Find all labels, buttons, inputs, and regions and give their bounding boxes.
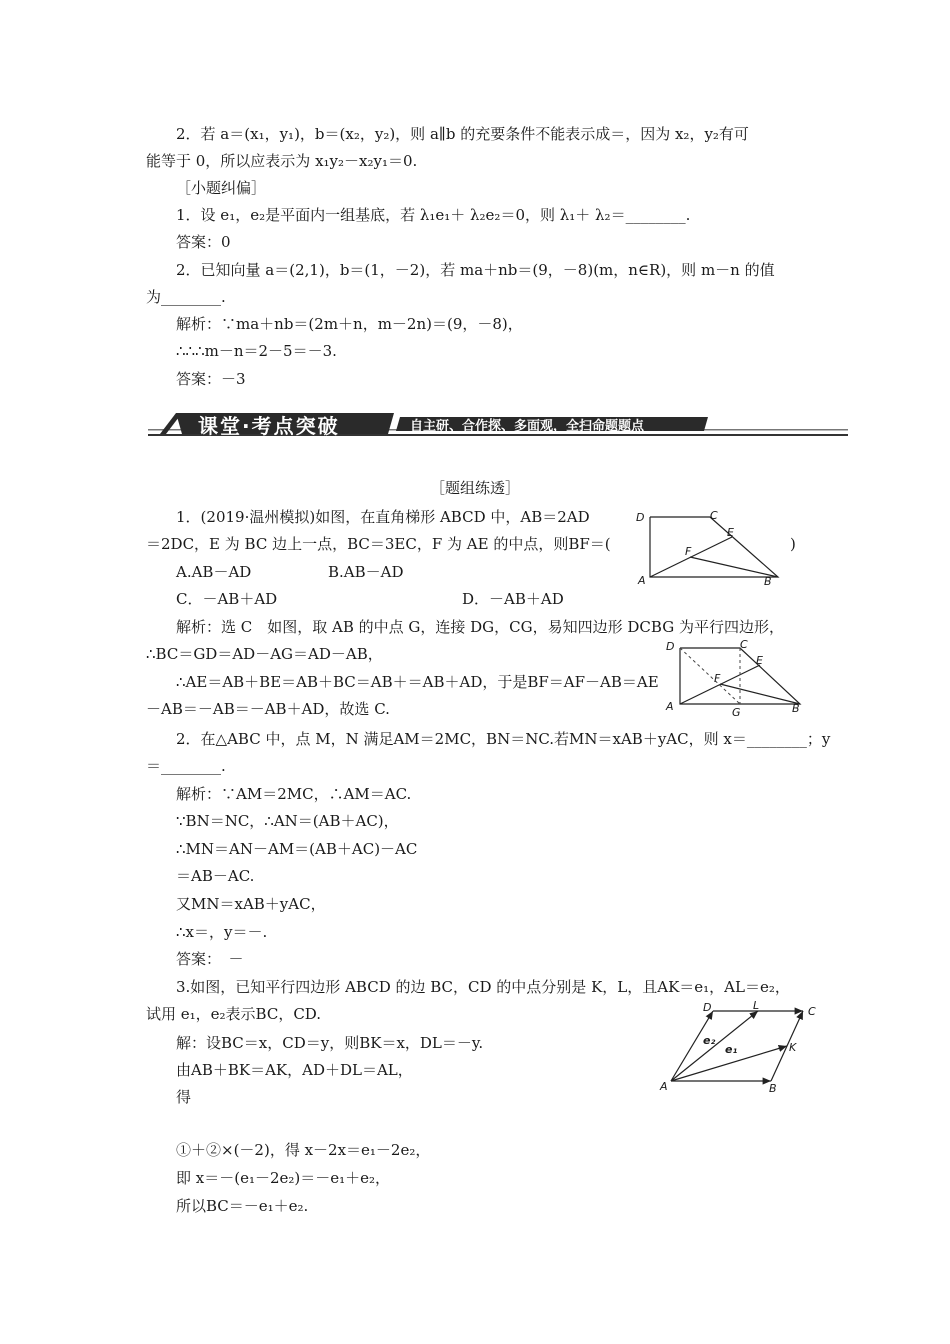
label-b: B [792, 702, 800, 715]
question-line: 1．(2019·温州模拟)如图，在直角梯形 ABCD 中，AB＝2AD [176, 508, 590, 526]
solution-line: 得 [176, 1088, 192, 1106]
solution-line: ∴AE＝AB＋BE＝AB＋BC＝AB＋＝AB＋AD，于是BF＝AF－AB＝AE [176, 673, 659, 691]
trapezoid-figure [630, 505, 780, 590]
label-d: D [703, 1001, 712, 1014]
text-line: 能等于 0，所以应表示为 x₁y₂－x₂y₁＝0. [146, 152, 418, 170]
question-line: 3.如图，已知平行四边形 ABCD 的边 BC，CD 的中点分别是 K，L，且AK＝e₁，AL＝e₂， [176, 978, 790, 996]
label-e: E [727, 526, 734, 539]
label-c: C [710, 509, 718, 522]
label-c: C [808, 1005, 816, 1018]
banner-title: 课堂·考点突破 [198, 414, 340, 438]
solution-line: 解析：选 C 如图，取 AB 的中点 G，连接 DG，CG，易知四边形 DCBG 为平行四边形， [176, 618, 784, 636]
solution-line: 即 x＝－(e₁－2e₂)＝－e₁＋e₂， [176, 1169, 391, 1187]
text-line: ＝________. [146, 757, 226, 775]
trapezoid-with-midpoint-figure [660, 636, 810, 720]
solution-line: ∴∴∴m－n＝2－5＝－3. [176, 342, 337, 360]
question-line: ＝2DC，E 为 BC 边上一点，BC＝3EC，F 为 AE 的中点，则BF＝( [146, 535, 611, 553]
label-l: L [753, 999, 760, 1012]
label-a: A [666, 700, 674, 713]
option-b: B.AB－AD [328, 563, 404, 581]
solution-line: ∴x＝，y＝－. [176, 923, 268, 941]
section-heading: ［题组练透］ [429, 479, 520, 497]
solution-line: 又MN＝xAB＋yAC， [176, 895, 326, 913]
label-e: E [756, 654, 763, 667]
label-a: A [638, 574, 646, 587]
label-f: F [685, 545, 692, 558]
solution-line: 解析：∵AM＝2MC，∴AM＝AC. [176, 785, 412, 803]
solution-line: 由AB＋BK＝AK，AD＋DL＝AL， [176, 1061, 413, 1079]
solution-line: ∴BC＝GD＝AD－AG＝AD－AB， [146, 645, 383, 663]
answer-line: 答案：0 [176, 233, 231, 251]
solution-line: 所以BC＝－e₁＋e₂. [176, 1197, 309, 1215]
option-a: A.AB－AD [176, 563, 252, 581]
label-k: K [789, 1041, 797, 1054]
label-e1: e₁ [725, 1043, 738, 1056]
label-e2: e₂ [703, 1034, 716, 1047]
parallelogram-vector-figure [655, 998, 825, 1098]
label-b: B [764, 575, 772, 588]
solution-line: 解：设BC＝x，CD＝y，则BK＝x，DL＝－y. [176, 1034, 484, 1052]
option-d: D．－AB＋AD [462, 590, 564, 608]
text-line: ) [790, 535, 796, 553]
section-heading: ［小题纠偏］ [176, 179, 267, 197]
solution-line: 解析：∵ma＋nb＝(2m＋n，m－2n)＝(9，－8)， [176, 315, 523, 333]
label-c: C [740, 638, 748, 651]
text-line: 为________. [146, 288, 226, 306]
question-line: 1．设 e₁，e₂是平面内一组基底，若 λ₁e₁＋ λ₂e₂＝0，则 λ₁＋ λ₂＝________. [176, 206, 691, 224]
label-d: D [636, 511, 645, 524]
answer-line: 答案：－3 [176, 370, 246, 388]
question-line: 2．在△ABC 中，点 M，N 满足AM＝2MC，BN＝NC.若MN＝xAB＋yAC，则 x＝________；y [176, 730, 831, 748]
option-c: C．－AB＋AD [176, 590, 278, 608]
solution-line: ∵BN＝NC，∴AN＝(AB＋AC)， [176, 812, 399, 830]
solution-line: ＝AB－AC. [176, 867, 255, 885]
answer-line: 答案： － [176, 950, 244, 968]
label-a: A [660, 1080, 668, 1093]
solution-line: －AB＝－AB＝－AB＋AD，故选 C. [146, 700, 390, 718]
solution-line: ∴MN＝AN－AM＝(AB＋AC)－AC [176, 840, 418, 858]
label-g: G [732, 706, 741, 719]
section-banner [148, 407, 848, 439]
label-b: B [769, 1082, 777, 1095]
solution-line: ①＋②×(－2)，得 x－2x＝e₁－2e₂， [176, 1141, 431, 1159]
banner-subtitle: 自主研、合作探、多面观，全扫命题题点 [410, 419, 645, 434]
question-line: 试用 e₁，e₂表示BC，CD. [146, 1005, 322, 1023]
label-f: F [714, 672, 721, 685]
text-line: 2．若 a＝(x₁，y₁)，b＝(x₂，y₂)，则 a∥b 的充要条件不能表示成＝，因为 x₂，y₂有可 [176, 125, 749, 143]
label-d: D [666, 640, 675, 653]
question-line: 2．已知向量 a＝(2,1)，b＝(1，－2)，若 ma＋nb＝(9，－8)(m，n∈R)，则 m－n 的值 [176, 261, 775, 279]
